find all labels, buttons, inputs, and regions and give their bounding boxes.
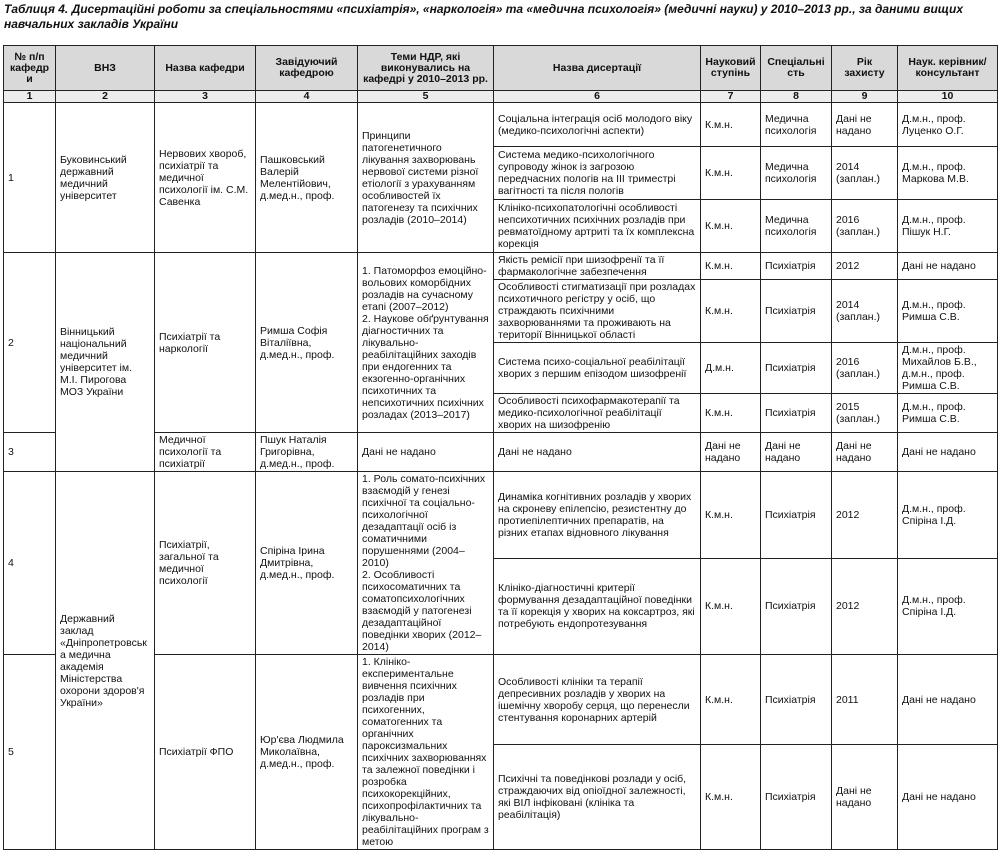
thesis-year: Дані не надано xyxy=(832,103,898,147)
column-number: 8 xyxy=(761,91,832,103)
thesis-supervisor: Дані не надано xyxy=(898,745,998,850)
thesis-year: 2014 (заплан.) xyxy=(832,147,898,200)
thesis-title: Система медико-психологічного супроводу жінок із загрозою передчасних пологів на ІІІ триместрі вагітності та після пологів xyxy=(494,147,701,200)
thesis-degree: Дані не надано xyxy=(701,433,761,472)
university-name: Вінницький національний медичний університет ім. М.І. Пирогова МОЗ України xyxy=(56,253,155,472)
thesis-supervisor: Д.м.н., проф. Спіріна І.Д. xyxy=(898,558,998,654)
header-cell: Рік захисту xyxy=(832,46,898,91)
header-row xyxy=(4,46,998,91)
thesis-specialty: Психіатрія xyxy=(761,280,832,343)
thesis-title: Особливості стигматизації при розладах психотичного регістру у осіб, що страждають психічними захворюваннями та проживають на території Вінницької області xyxy=(494,280,701,343)
dept-number: 5 xyxy=(4,655,56,850)
thesis-title: Якість ремісії при шизофренії та її фармакологічне забезпечення xyxy=(494,253,701,280)
research-topic: Принципи патогенетичного лікування захворювань нервової системи різної етіології з урахуванням особливостей їх патогенезу та психічних розладів (2010–2014) xyxy=(358,103,494,253)
dept-number: 3 xyxy=(4,433,56,472)
thesis-year: 2016 (заплан.) xyxy=(832,343,898,394)
thesis-degree: К.м.н. xyxy=(701,253,761,280)
thesis-year: 2012 xyxy=(832,253,898,280)
column-number: 2 xyxy=(56,91,155,103)
department-name: Психіатрії, загальної та медичної психології xyxy=(155,472,256,655)
thesis-title: Клініко-діагностичні критерії формування дезадаптаційної поведінки та її корекція у хворих на коксартроз, які потребують ендопротезування xyxy=(494,558,701,654)
thesis-year: 2014 (заплан.) xyxy=(832,280,898,343)
thesis-specialty: Дані не надано xyxy=(761,433,832,472)
column-number: 5 xyxy=(358,91,494,103)
table-caption: Таблиця 4. Дисертаційні роботи за спеціальностями «психіатрія», «наркологія» та «медична психологія» (медичні науки) у 2010–2013 рр., за даними вищих навчальних закладів України xyxy=(4,2,964,31)
university-name: Державний заклад «Дніпропетровська медична академія Міністерства охорони здоров'я України» xyxy=(56,472,155,850)
research-topic: Дані не надано xyxy=(358,433,494,472)
column-number: 1 xyxy=(4,91,56,103)
thesis-supervisor: Д.м.н., проф. Михайлов Б.В., д.м.н., проф. Римша С.В. xyxy=(898,343,998,394)
thesis-degree: К.м.н. xyxy=(701,745,761,850)
thesis-degree: К.м.н. xyxy=(701,103,761,147)
thesis-title: Особливості психофармакотерапії та медико-психологічної реабілітації хворих на шизофренію xyxy=(494,394,701,433)
thesis-specialty: Психіатрія xyxy=(761,655,832,745)
thesis-year: 2012 xyxy=(832,558,898,654)
dept-number: 1 xyxy=(4,103,56,253)
column-number: 9 xyxy=(832,91,898,103)
dissertations-table xyxy=(3,45,998,850)
thesis-degree: К.м.н. xyxy=(701,472,761,559)
thesis-title: Дані не надано xyxy=(494,433,701,472)
thesis-supervisor: Дані не надано xyxy=(898,253,998,280)
header-cell: Наук. керівник/ консультант xyxy=(898,46,998,91)
department-head: Юр'єва Людмила Миколаївна, д.мед.н., проф. xyxy=(256,655,358,850)
thesis-degree: К.м.н. xyxy=(701,280,761,343)
thesis-degree: К.м.н. xyxy=(701,200,761,253)
thesis-supervisor: Дані не надано xyxy=(898,433,998,472)
header-cell: Спеціальність xyxy=(761,46,832,91)
department-name: Нервових хвороб, психіатрії та медичної психології ім. С.М. Савенка xyxy=(155,103,256,253)
column-number: 10 xyxy=(898,91,998,103)
research-topic: 1. Клініко-експериментальне вивчення психічних розладів при психогенних, соматогенних та органічних пароксизмальних психічних захворюваннях та залежної поведінки і розробка психокорекційних, психопрофілактичних та лікувально-реабілітаційних програм з метою xyxy=(358,655,494,850)
thesis-specialty: Медична психологія xyxy=(761,147,832,200)
research-topic: 1. Патоморфоз емоційно-вольових коморбідних розладів на сучасному етапі (2007–2012) 2. Наукове обґрунтування діагностичних та лікувально-реабілітаційних заходів при ендогенних та екзогенно-органічних психотичних та непсихотичних психічних розладах (2013–2017) xyxy=(358,253,494,433)
department-name: Психіатрії ФПО xyxy=(155,655,256,850)
header-cell: Науковий ступінь xyxy=(701,46,761,91)
table-row xyxy=(4,103,998,147)
thesis-supervisor: Дані не надано xyxy=(898,655,998,745)
column-number: 3 xyxy=(155,91,256,103)
department-head: Спіріна Ірина Дмитрівна, д.мед.н., проф. xyxy=(256,472,358,655)
thesis-supervisor: Д.м.н., проф. Римша С.В. xyxy=(898,394,998,433)
thesis-specialty: Медична психологія xyxy=(761,103,832,147)
thesis-supervisor: Д.м.н., проф. Пішук Н.Г. xyxy=(898,200,998,253)
thesis-specialty: Психіатрія xyxy=(761,472,832,559)
thesis-title: Соціальна інтеграція осіб молодого віку (медико-психологічні аспекти) xyxy=(494,103,701,147)
thesis-year: 2012 xyxy=(832,472,898,559)
thesis-supervisor: Д.м.н., проф. Маркова М.В. xyxy=(898,147,998,200)
thesis-specialty: Психіатрія xyxy=(761,394,832,433)
thesis-specialty: Психіатрія xyxy=(761,253,832,280)
university-name: Буковинський державний медичний університет xyxy=(56,103,155,253)
column-number-row xyxy=(4,91,998,103)
header-cell: ВНЗ xyxy=(56,46,155,91)
header-cell: № п/п кафедри xyxy=(4,46,56,91)
thesis-supervisor: Д.м.н., проф. Римша С.В. xyxy=(898,280,998,343)
thesis-year: 2011 xyxy=(832,655,898,745)
thesis-title: Психічні та поведінкові розлади у осіб, страждаючих від опіоїдної залежності, які ВІЛ інфіковані (клініка та реабілітація) xyxy=(494,745,701,850)
research-topic: 1. Роль сомато-психічних взаємодій у генезі психічної та соціально-психологічної дезадаптації осіб із соматичними порушеннями (2004–2010) 2. Особливості психосоматичних та соматопсихологічних взаємодій у патогенезі дезадаптаційної поведінки хворих (2012–2014) xyxy=(358,472,494,655)
dept-number: 2 xyxy=(4,253,56,433)
thesis-year: 2016 (заплан.) xyxy=(832,200,898,253)
department-head: Римша Софія Віталіївна, д.мед.н., проф. xyxy=(256,253,358,433)
thesis-supervisor: Д.м.н., проф. Спіріна І.Д. xyxy=(898,472,998,559)
header-cell: Назва кафедри xyxy=(155,46,256,91)
table-row xyxy=(4,253,998,280)
thesis-year: Дані не надано xyxy=(832,745,898,850)
thesis-degree: К.м.н. xyxy=(701,558,761,654)
thesis-year: 2015 (заплан.) xyxy=(832,394,898,433)
thesis-specialty: Психіатрія xyxy=(761,745,832,850)
thesis-specialty: Психіатрія xyxy=(761,558,832,654)
column-number: 6 xyxy=(494,91,701,103)
dept-number: 4 xyxy=(4,472,56,655)
thesis-title: Динаміка когнітивних розладів у хворих на скроневу епілепсію, резистентну до протиепілептичних препаратів, на різних етапах відновного лікування xyxy=(494,472,701,559)
department-head: Пшук Наталія Григорівна, д.мед.н., проф. xyxy=(256,433,358,472)
thesis-specialty: Психіатрія xyxy=(761,343,832,394)
thesis-degree: К.м.н. xyxy=(701,394,761,433)
column-number: 4 xyxy=(256,91,358,103)
thesis-title: Система психо-соціальної реабілітації хворих з першим епізодом шизофренії xyxy=(494,343,701,394)
column-number: 7 xyxy=(701,91,761,103)
thesis-title: Особливості клініки та терапії депресивних розладів у хворих на ішемічну хворобу серця, що перенесли стентування коронарних артерій xyxy=(494,655,701,745)
department-name: Медичної психології та психіатрії xyxy=(155,433,256,472)
thesis-degree: Д.м.н. xyxy=(701,343,761,394)
header-cell: Назва дисертації xyxy=(494,46,701,91)
department-name: Психіатрії та наркології xyxy=(155,253,256,433)
header-cell: Завідуючий кафедрою xyxy=(256,46,358,91)
thesis-year: Дані не надано xyxy=(832,433,898,472)
department-head: Пашковський Валерій Мелентійович, д.мед.н., проф. xyxy=(256,103,358,253)
thesis-specialty: Медична психологія xyxy=(761,200,832,253)
thesis-degree: К.м.н. xyxy=(701,655,761,745)
header-cell: Теми НДР, які виконувались на кафедрі у 2010–2013 рр. xyxy=(358,46,494,91)
thesis-supervisor: Д.м.н., проф. Луценко О.Г. xyxy=(898,103,998,147)
table-row xyxy=(4,472,998,559)
thesis-title: Клініко-психопатологічні особливості непсихотичних психічних розладів при ревматоїдному артриті та їх комплексна корекція xyxy=(494,200,701,253)
thesis-degree: К.м.н. xyxy=(701,147,761,200)
